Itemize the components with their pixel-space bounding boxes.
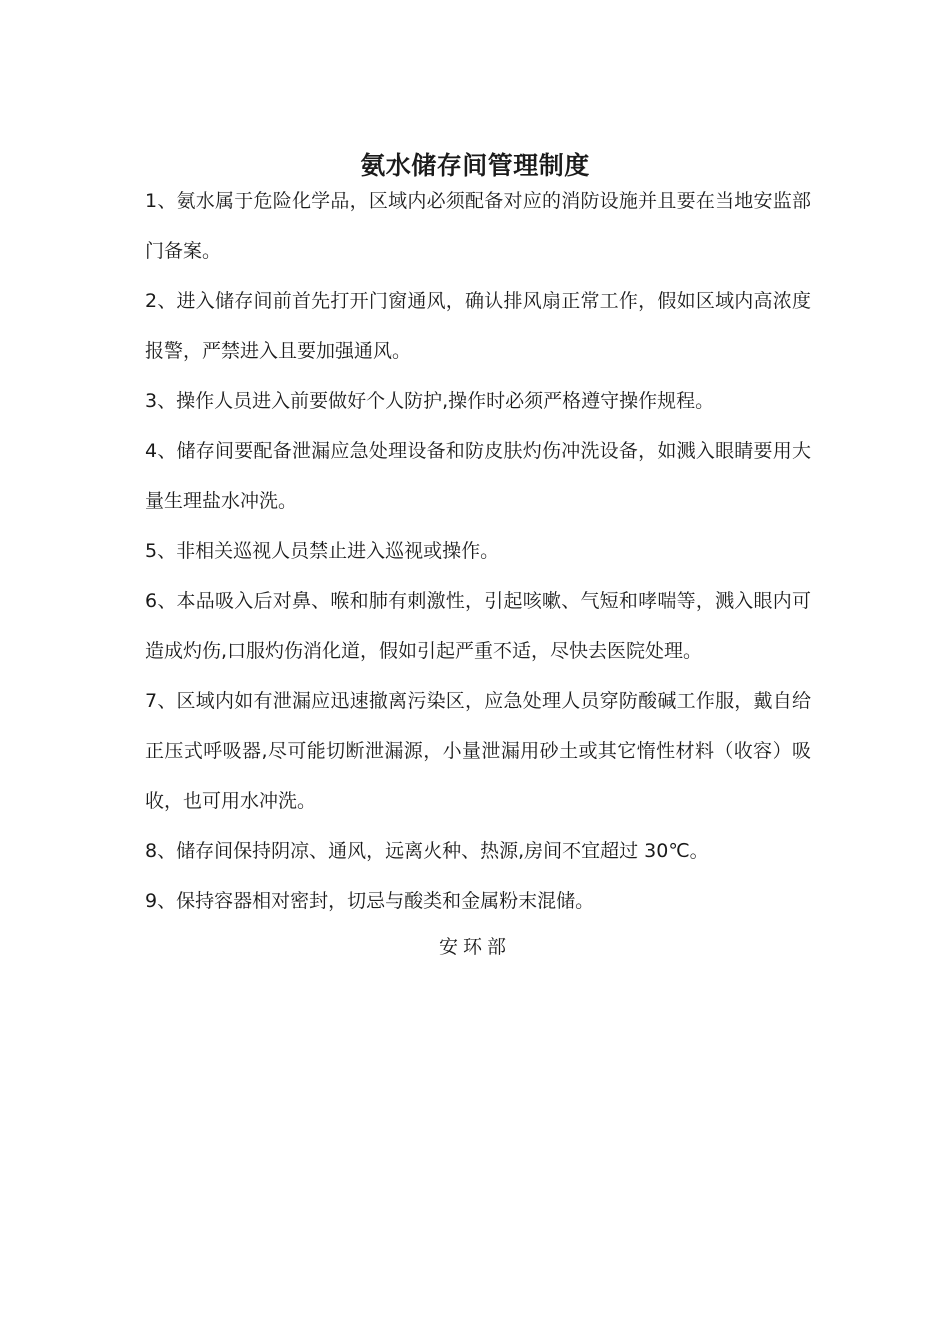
rule-item-8: 8、储存间保持阴凉、通风，远离火种、热源,房间不宜超过 30℃。 [145,840,709,862]
rule-item-1: 1、氨水属于危险化学品，区域内必须配备对应的消防设施并且要在当地安监部门备案。 [145,190,811,262]
rule-item-9: 9、保持容器相对密封，切忌与酸类和金属粉末混储。 [145,890,595,912]
rule-item-5: 5、非相关巡视人员禁止进入巡视或操作。 [145,540,500,562]
rules-list [145,176,811,926]
rule-item-7: 7、区域内如有泄漏应迅速撤离污染区，应急处理人员穿防酸碱工作服，戴自给正压式呼吸器,尽可能切断泄漏源，小量泄漏用砂土或其它惰性材料（收容）吸收，也可用水冲洗。 [145,690,811,812]
department-signature: 安环部 [438,936,511,958]
document-title: 氨水储存间管理制度 [360,150,590,180]
rule-item-6: 6、本品吸入后对鼻、喉和肺有刺激性，引起咳嗽、气短和哮喘等，溅入眼内可造成灼伤,口服灼伤消化道，假如引起严重不适，尽快去医院处理。 [145,590,811,662]
rule-item-2: 2、进入储存间前首先打开门窗通风，确认排风扇正常工作，假如区域内高浓度报警，严禁进入且要加强通风。 [145,290,811,362]
rule-item-4: 4、储存间要配备泄漏应急处理设备和防皮肤灼伤冲洗设备，如溅入眼睛要用大量生理盐水冲洗。 [145,440,811,512]
rule-item-3: 3、操作人员进入前要做好个人防护,操作时必须严格遵守操作规程。 [145,390,715,412]
